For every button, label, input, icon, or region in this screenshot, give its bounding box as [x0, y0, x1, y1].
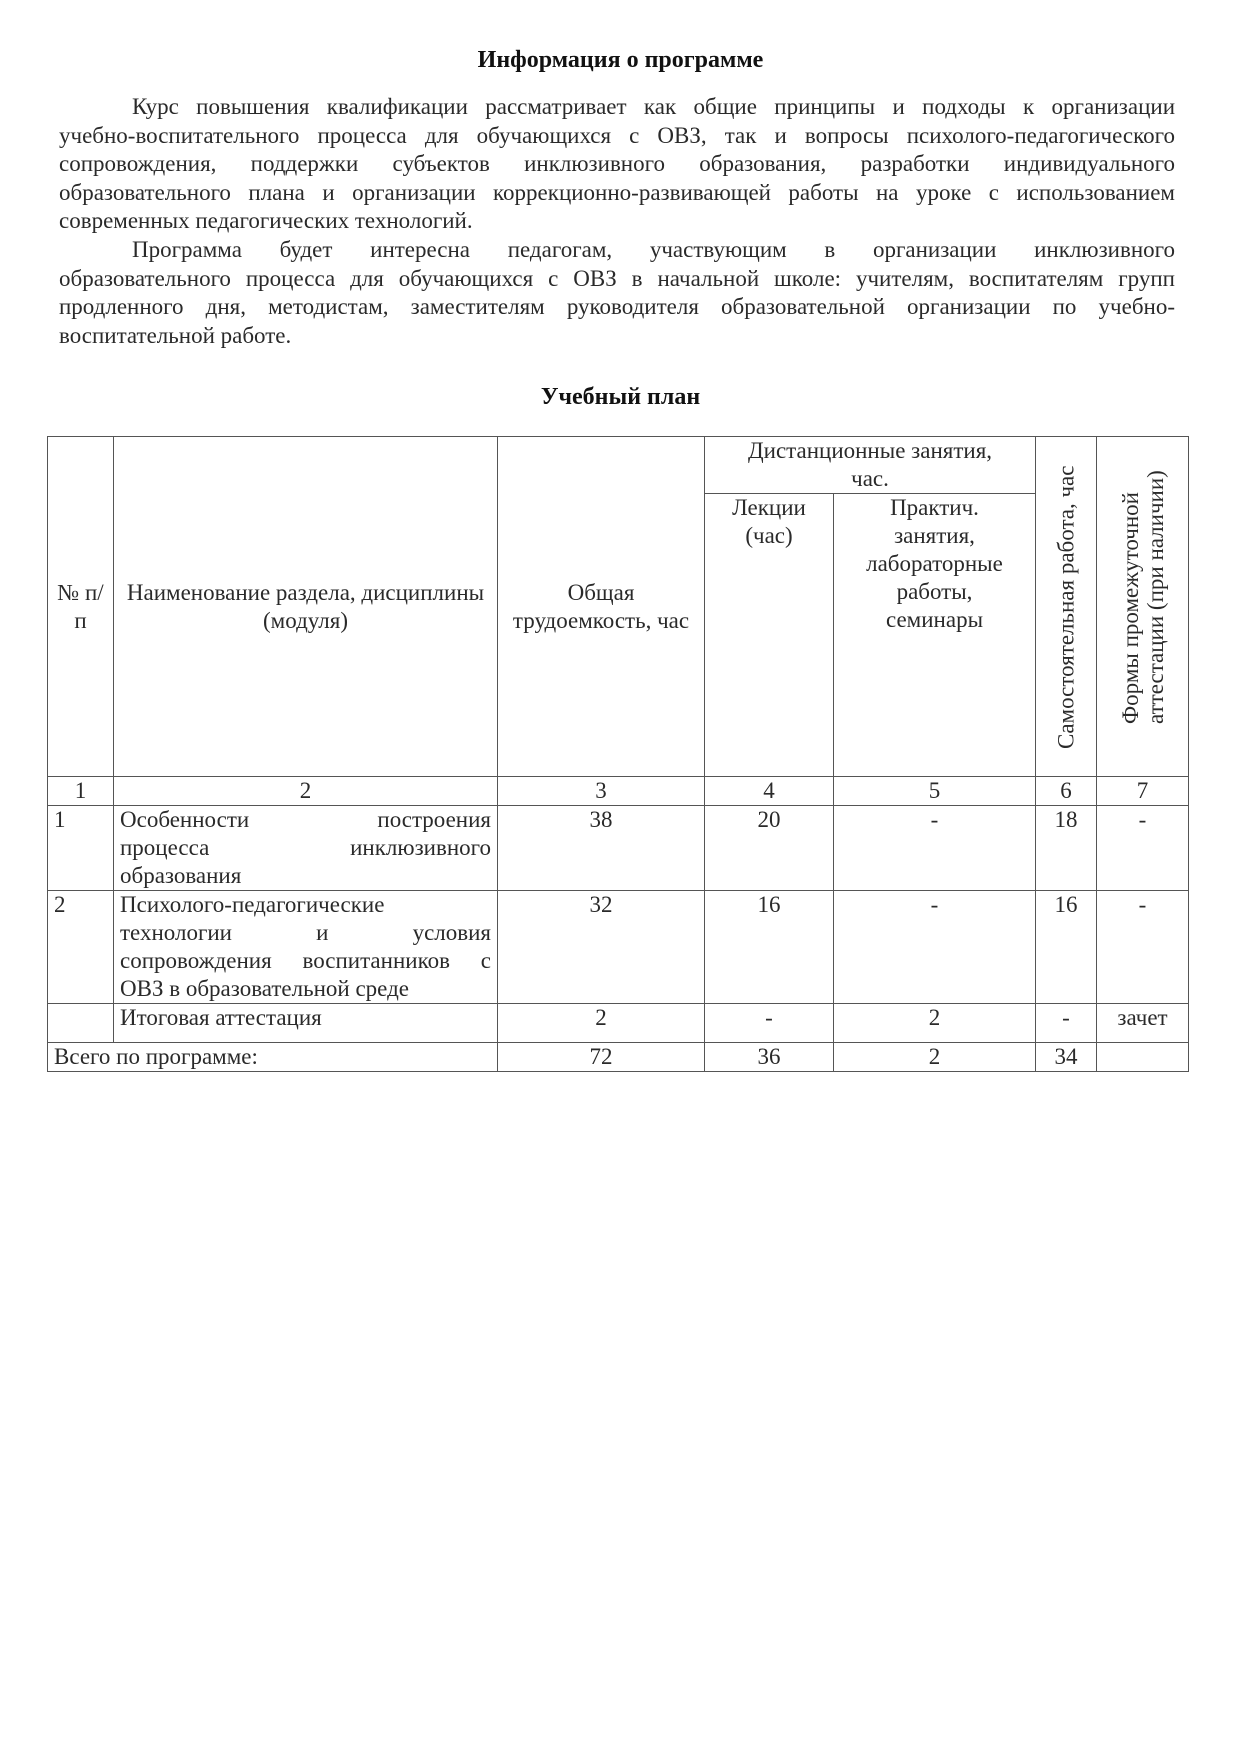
row-name	[114, 1004, 498, 1043]
column-number: 5	[834, 777, 1036, 806]
row-forms: -	[1097, 806, 1189, 891]
header-selfwork	[1036, 437, 1097, 777]
table-row	[48, 806, 1189, 891]
total-selfwork: 34	[1036, 1043, 1097, 1072]
column-number: 1	[48, 777, 114, 806]
total-hours: 72	[498, 1043, 705, 1072]
total-label: Всего по программе:	[48, 1043, 498, 1072]
column-number: 4	[705, 777, 834, 806]
total-lectures: 36	[705, 1043, 834, 1072]
row-total: 2	[498, 1004, 705, 1043]
header-practice: Практич. занятия, лабораторные работы, семинары	[834, 494, 1036, 777]
row-lectures: 20	[705, 806, 834, 891]
column-number: 3	[498, 777, 705, 806]
header-lectures: Лекции (час)	[705, 494, 834, 777]
column-number: 6	[1036, 777, 1097, 806]
row-lectures: 16	[705, 891, 834, 1004]
paragraph-line: продленного дня, методистам, заместителям руководителя образовательной организации по учебно-	[59, 294, 1175, 319]
row-name	[114, 806, 498, 891]
table-header-row	[48, 437, 1189, 494]
header-distance: Дистанционные занятия, час.	[705, 437, 1036, 494]
row-lectures: -	[705, 1004, 834, 1043]
table-row	[48, 891, 1189, 1004]
column-number: 7	[1097, 777, 1189, 806]
row-name	[114, 891, 498, 1004]
row-name-line: Итоговая аттестация	[120, 1005, 322, 1030]
paragraph-line: воспитательной работе.	[59, 322, 292, 348]
header-forms-text: Формы промежуточной аттестации (при наличии)	[1117, 470, 1168, 724]
info-paragraph-2	[59, 236, 1175, 350]
row-selfwork: 18	[1036, 806, 1097, 891]
paragraph-line: сопровождения, поддержки субъектов инклюзивного образования, разработки индивидуального	[59, 151, 1175, 176]
column-number-row	[48, 777, 1189, 806]
paragraph-line: современных педагогических технологий.	[59, 208, 473, 233]
info-title: Информация о программе	[477, 47, 764, 73]
row-total: 38	[498, 806, 705, 891]
header-total: Общая трудоемкость, час	[498, 437, 705, 777]
row-total: 32	[498, 891, 705, 1004]
row-selfwork: 16	[1036, 891, 1097, 1004]
row-name-line: процесса инклюзивного	[120, 835, 491, 860]
column-number: 2	[114, 777, 498, 806]
info-paragraph-1	[59, 93, 1175, 236]
paragraph-line: Курс повышения квалификации рассматривает как общие принципы и подходы к организации	[132, 94, 1175, 119]
total-practice: 2	[834, 1043, 1036, 1072]
header-num: № п/п	[48, 437, 114, 777]
paragraph-line: образовательного процесса для обучающихся с ОВЗ в начальной школе: учителям, воспитателям групп	[59, 265, 1175, 291]
row-practice: -	[834, 806, 1036, 891]
paragraph-line: образовательного плана и организации коррекционно-развивающей работы на уроке с использованием	[59, 179, 1175, 205]
table-row	[48, 1004, 1189, 1043]
row-num: 2	[48, 891, 114, 1004]
paragraph-line: учебно-воспитательного процесса для обучающихся с ОВЗ, так и вопросы психолого-педагогического	[59, 122, 1175, 148]
curriculum-table	[47, 436, 1189, 1072]
row-num	[48, 1004, 114, 1043]
row-num: 1	[48, 806, 114, 891]
table-total-row	[48, 1043, 1189, 1072]
total-forms	[1097, 1043, 1189, 1072]
paragraph-line: Программа будет интересна педагогам, участвующим в организации инклюзивного	[132, 237, 1175, 262]
row-practice: -	[834, 891, 1036, 1004]
row-name-line: образования	[120, 863, 242, 888]
row-name-line: Психолого-педагогические	[120, 892, 385, 917]
plan-title: Учебный план	[540, 384, 701, 410]
row-practice: 2	[834, 1004, 1036, 1043]
row-forms: зачет	[1097, 1004, 1189, 1043]
header-selfwork-text: Самостоятельная работа, час	[1053, 465, 1079, 749]
header-forms	[1097, 437, 1189, 777]
row-selfwork: -	[1036, 1004, 1097, 1043]
row-name-line: Особенности построения	[120, 807, 491, 832]
row-name-line: сопровождения воспитанников с	[120, 948, 491, 973]
row-name-line: ОВЗ в образовательной среде	[120, 976, 409, 1001]
header-name: Наименование раздела, дисциплины (модуля)	[114, 437, 498, 777]
row-forms: -	[1097, 891, 1189, 1004]
row-name-line: технологии и условия	[120, 920, 491, 945]
